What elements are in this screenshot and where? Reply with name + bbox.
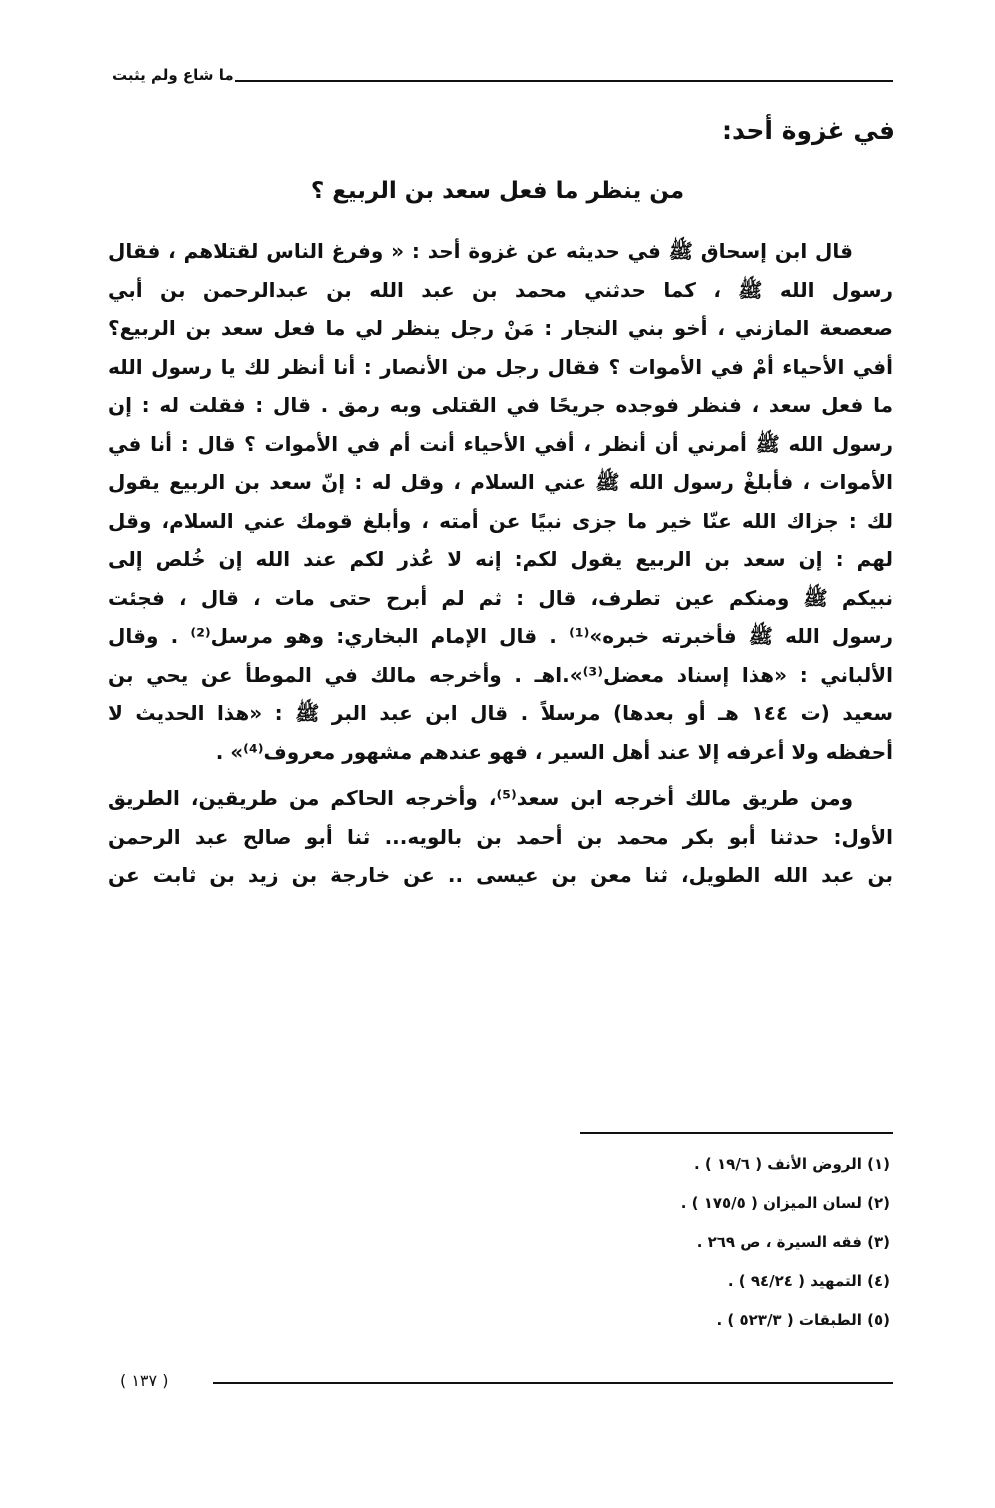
text-line: ما فعل سعد ، فنظر فوجده جريحًا في القتلى وبه رمق . قال : فقلت له : إن bbox=[108, 393, 893, 417]
text-line: أحفظه ولا أعرفه إلا عند أهل السير ، فهو عندهم مشهور معروف⁽⁴⁾» . bbox=[215, 740, 893, 764]
footer-rule bbox=[213, 1382, 893, 1384]
footnote-separator bbox=[580, 1132, 893, 1134]
text-line: رسول الله ﷺ ، كما حدثني محمد بن عبد الله بن عبدالرحمن بن أبي bbox=[108, 278, 893, 302]
text-line: ومن طريق مالك أخرجه ابن سعد⁽⁵⁾، وأخرجه الحاكم من طريقين، الطريق bbox=[108, 786, 853, 810]
text-line: بن عبد الله الطويل، ثنا معن بن عيسى .. عن خارجة بن زيد بن ثابت عن bbox=[108, 863, 893, 887]
footnote: (٤) التمهيد ( ٩٤/٢٤ ) . bbox=[727, 1272, 890, 1290]
footnote: (٢) لسان الميزان ( ١٧٥/٥ ) . bbox=[680, 1194, 890, 1212]
subtitle: من ينظر ما فعل سعد بن الربيع ؟ bbox=[310, 178, 685, 204]
text-line: الأموات ، فأبلغْ رسول الله ﷺ عني السلام ، وقل له : إنّ سعد بن الربيع يقول bbox=[108, 470, 893, 494]
text-line: أفي الأحياء أمْ في الأموات ؟ فقال رجل من الأنصار : أنا أنظر لك يا رسول الله bbox=[108, 355, 893, 379]
section-title: في غزوة أحد: bbox=[721, 116, 895, 145]
text-line: سعيد (ت ١٤٤ هـ أو بعدها) مرسلاً . قال ابن عبد البر ﷺ : «هذا الحديث لا bbox=[108, 701, 894, 725]
page-number: ( ١٣٧ ) bbox=[120, 1371, 169, 1390]
header-rule bbox=[235, 80, 893, 82]
footnote: (١) الروض الأنف ( ١٩/٦ ) . bbox=[694, 1155, 890, 1173]
text-line: نبيكم ﷺ ومنكم عين تطرف، قال : ثم لم أبرح حتى مات ، قال ، فجئت bbox=[108, 586, 893, 610]
running-header: ما شاع ولم يثبت bbox=[112, 66, 234, 84]
footnote: (٥) الطبقات ( ٥٢٣/٣ ) . bbox=[716, 1311, 890, 1329]
text-line: قال ابن إسحاق ﷺ في حديثه عن غزوة أحد : « وفرغ الناس لقتلاهم ، فقال bbox=[108, 239, 853, 263]
text-line: رسول الله ﷺ أمرني أن أنظر ، أفي الأحياء أنت أم في الأموات ؟ قال : أنا في bbox=[108, 432, 893, 456]
text-line: لهم : إن سعد بن الربيع يقول لكم: إنه لا عُذر لكم عند الله إن خُلص إلى bbox=[108, 547, 893, 571]
text-line: الأول: حدثنا أبو بكر محمد بن أحمد بن بالويه... ثنا أبو صالح عبد الرحمن bbox=[108, 825, 893, 849]
text-line: رسول الله ﷺ فأخبرته خبره»⁽¹⁾ . قال الإمام البخاري: وهو مرسل⁽²⁾ . وقال bbox=[108, 624, 893, 648]
text-line: لك : جزاك الله عنّا خير ما جزى نبيًا عن أمته ، وأبلغ قومك عني السلام، وقل bbox=[108, 509, 893, 533]
footnote: (٣) فقه السيرة ، ص ٢٦٩ . bbox=[696, 1233, 890, 1251]
text-line: صعصعة المازني ، أخو بني النجار : مَنْ رجل ينظر لي ما فعل سعد بن الربيع؟ bbox=[108, 316, 893, 340]
text-line: الألباني : «هذا إسناد معضل⁽³⁾».اهـ . وأخرجه مالك في الموطأ عن يحي بن bbox=[108, 663, 893, 687]
